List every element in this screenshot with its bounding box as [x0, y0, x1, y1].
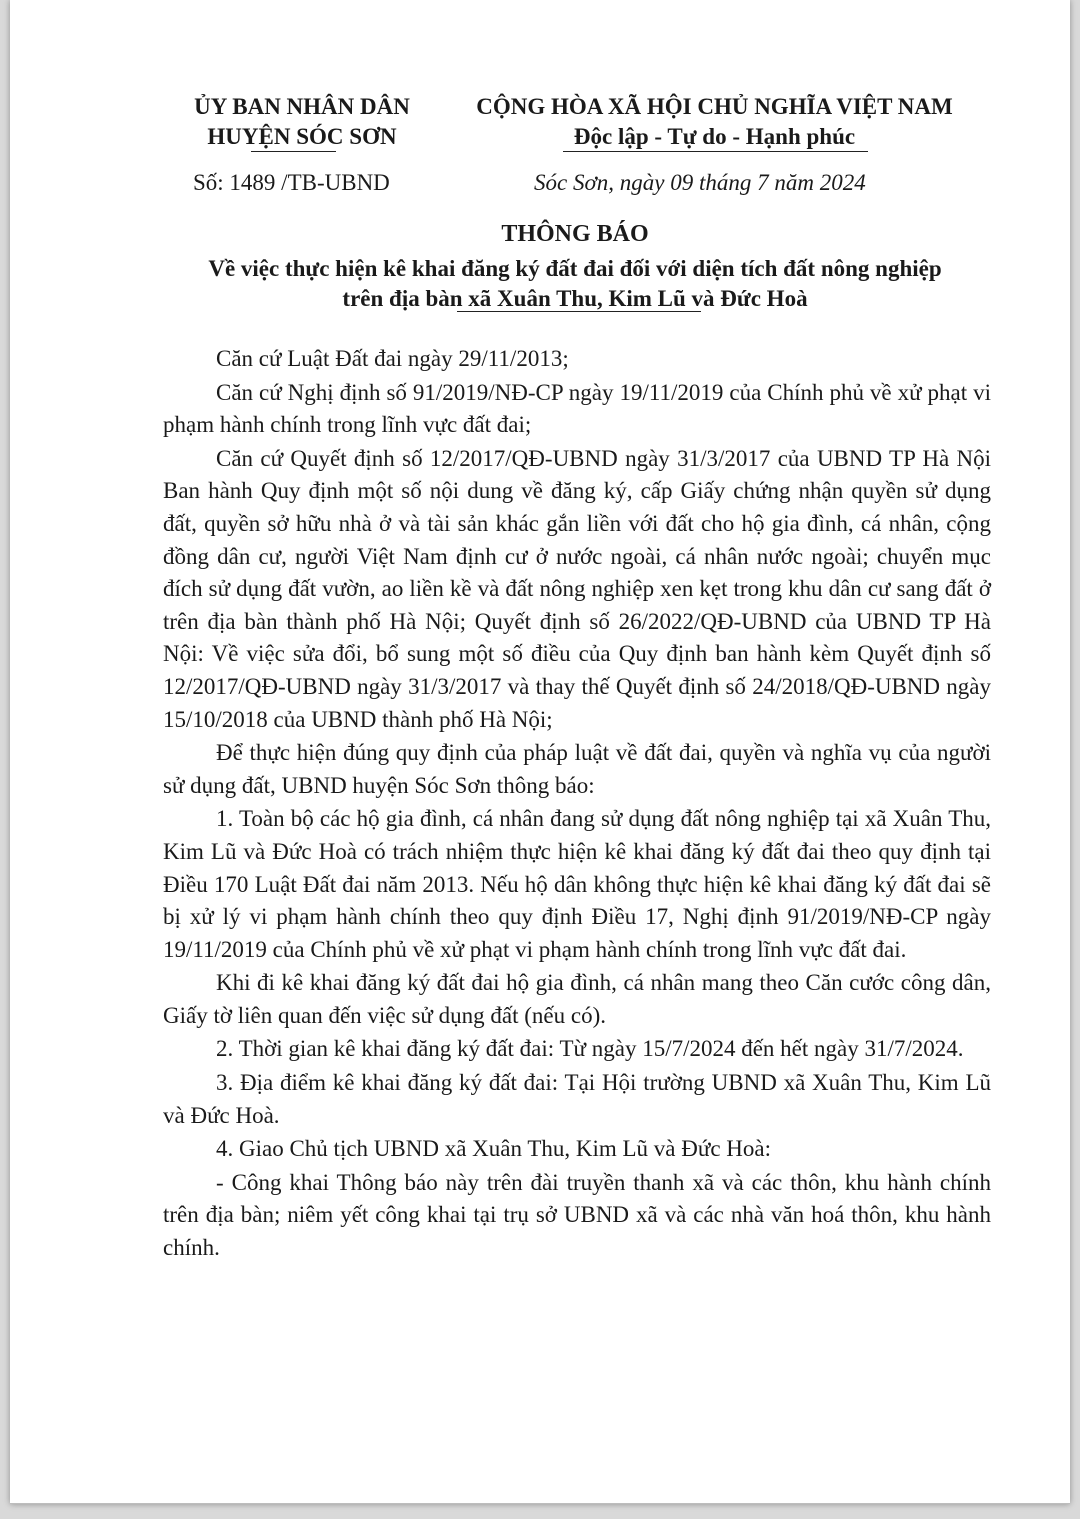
agency-line-1: ỦY BAN NHÂN DÂN — [194, 94, 410, 119]
document-subtitle — [160, 254, 990, 314]
agency-line-2: HUYỆN SÓC SƠN — [207, 124, 397, 149]
paragraph-item-4-bullet: - Công khai Thông báo này trên đài truyền thanh xã và các thôn, khu hành chính trên địa bàn; niêm yết công khai tại trụ sở UBND xã và các nhà văn hoá thôn, khu hành chính. — [163, 1169, 991, 1261]
paragraph-item-4: 4. Giao Chủ tịch UBND xã Xuân Thu, Kim Lũ và Đức Hoà: — [216, 1136, 772, 1162]
document-number: Số: 1489 /TB-UBND — [193, 170, 390, 195]
paragraph-legal-basis-1: Căn cứ Luật Đất đai ngày 29/11/2013; — [216, 346, 569, 371]
nation-header — [442, 92, 987, 152]
agency-header — [162, 92, 442, 152]
motto-underline — [563, 151, 868, 152]
paragraph-item-1: 1. Toàn bộ các hộ gia đình, cá nhân đang sử dụng đất nông nghiệp tại xã Xuân Thu, Kim Lũ và Đức Hoà có trách nhiệm thực hiện kê khai đăng ký đất đai theo quy định tại Điều 170 Luật Đất đai năm 2013. Nếu hộ dân không thực hiện kê khai đăng ký đất đai sẽ bị xử lý vi phạm hành chính theo quy định Điều 17, Nghị định 91/2019/NĐ-CP ngày 19/11/2019 của Chính phủ về xử phạt vi phạm hành chính trong lĩnh vực đất đai. — [163, 806, 991, 962]
paragraph-announcement-intro: Để thực hiện đúng quy định của pháp luật về đất đai, quyền và nghĩa vụ của người sử dụng đất, UBND huyện Sóc Sơn thông báo: — [163, 740, 991, 798]
subtitle-underline — [457, 311, 701, 312]
nation-line-1: CỘNG HÒA XÃ HỘI CHỦ NGHĨA VIỆT NAM — [476, 94, 953, 119]
subtitle-line-2: trên địa bàn xã Xuân Thu, Kim Lũ và Đức Hoà — [342, 286, 808, 311]
subtitle-line-1: Về việc thực hiện kê khai đăng ký đất đai đối với diện tích đất nông nghiệp — [208, 256, 942, 281]
paragraph-item-2: 2. Thời gian kê khai đăng ký đất đai: Từ ngày 15/7/2024 đến hết ngày 31/7/2024. — [216, 1036, 964, 1062]
paragraph-documents-note: Khi đi kê khai đăng ký đất đai hộ gia đình, cá nhân mang theo Căn cước công dân, Giấy tờ liên quan đến việc sử dụng đất (nếu có). — [163, 970, 991, 1028]
document-title: THÔNG BÁO — [501, 221, 649, 247]
document-page — [10, 0, 1070, 1504]
paragraph-legal-basis-2: Căn cứ Nghị định số 91/2019/NĐ-CP ngày 19/11/2019 của Chính phủ về xử phạt vi phạm hành chính trong lĩnh vực đất đai; — [163, 379, 991, 438]
paragraph-item-3: 3. Địa điểm kê khai đăng ký đất đai: Tại Hội trường UBND xã Xuân Thu, Kim Lũ và Đức Hoà. — [163, 1070, 991, 1128]
document-body — [163, 343, 991, 1265]
paragraph-legal-basis-3: Căn cứ Quyết định số 12/2017/QĐ-UBND ngày 31/3/2017 của UBND TP Hà Nội Ban hành Quy định một số nội dung về đăng ký, cấp Giấy chứng nhận quyền sử dụng đất, quyền sở hữu nhà ở và tài sản khác gắn liền với đất cho hộ gia đình, cá nhân, cộng đồng dân cư, người Việt Nam định cư ở nước ngoài, cá nhân nước ngoài; chuyển mục đích sử dụng đất vườn, ao liền kề và đất nông nghiệp xen kẹt trong khu dân cư sang đất ở trên địa bàn thành phố Hà Nội; Quyết định số 26/2022/QĐ-UBND của UBND TP Hà Nội: Về việc sửa đổi, bổ sung một số điều của Quy định ban hành kèm Quyết định số 12/2017/QĐ-UBND ngày 31/3/2017 và thay thế Quyết định số 24/2018/QĐ-UBND ngày 15/10/2018 của UBND thành phố Hà Nội; — [163, 445, 991, 732]
nation-motto: Độc lập - Tự do - Hạnh phúc — [573, 124, 856, 149]
place-date: Sóc Sơn, ngày 09 tháng 7 năm 2024 — [534, 170, 866, 195]
agency-underline — [251, 151, 336, 152]
